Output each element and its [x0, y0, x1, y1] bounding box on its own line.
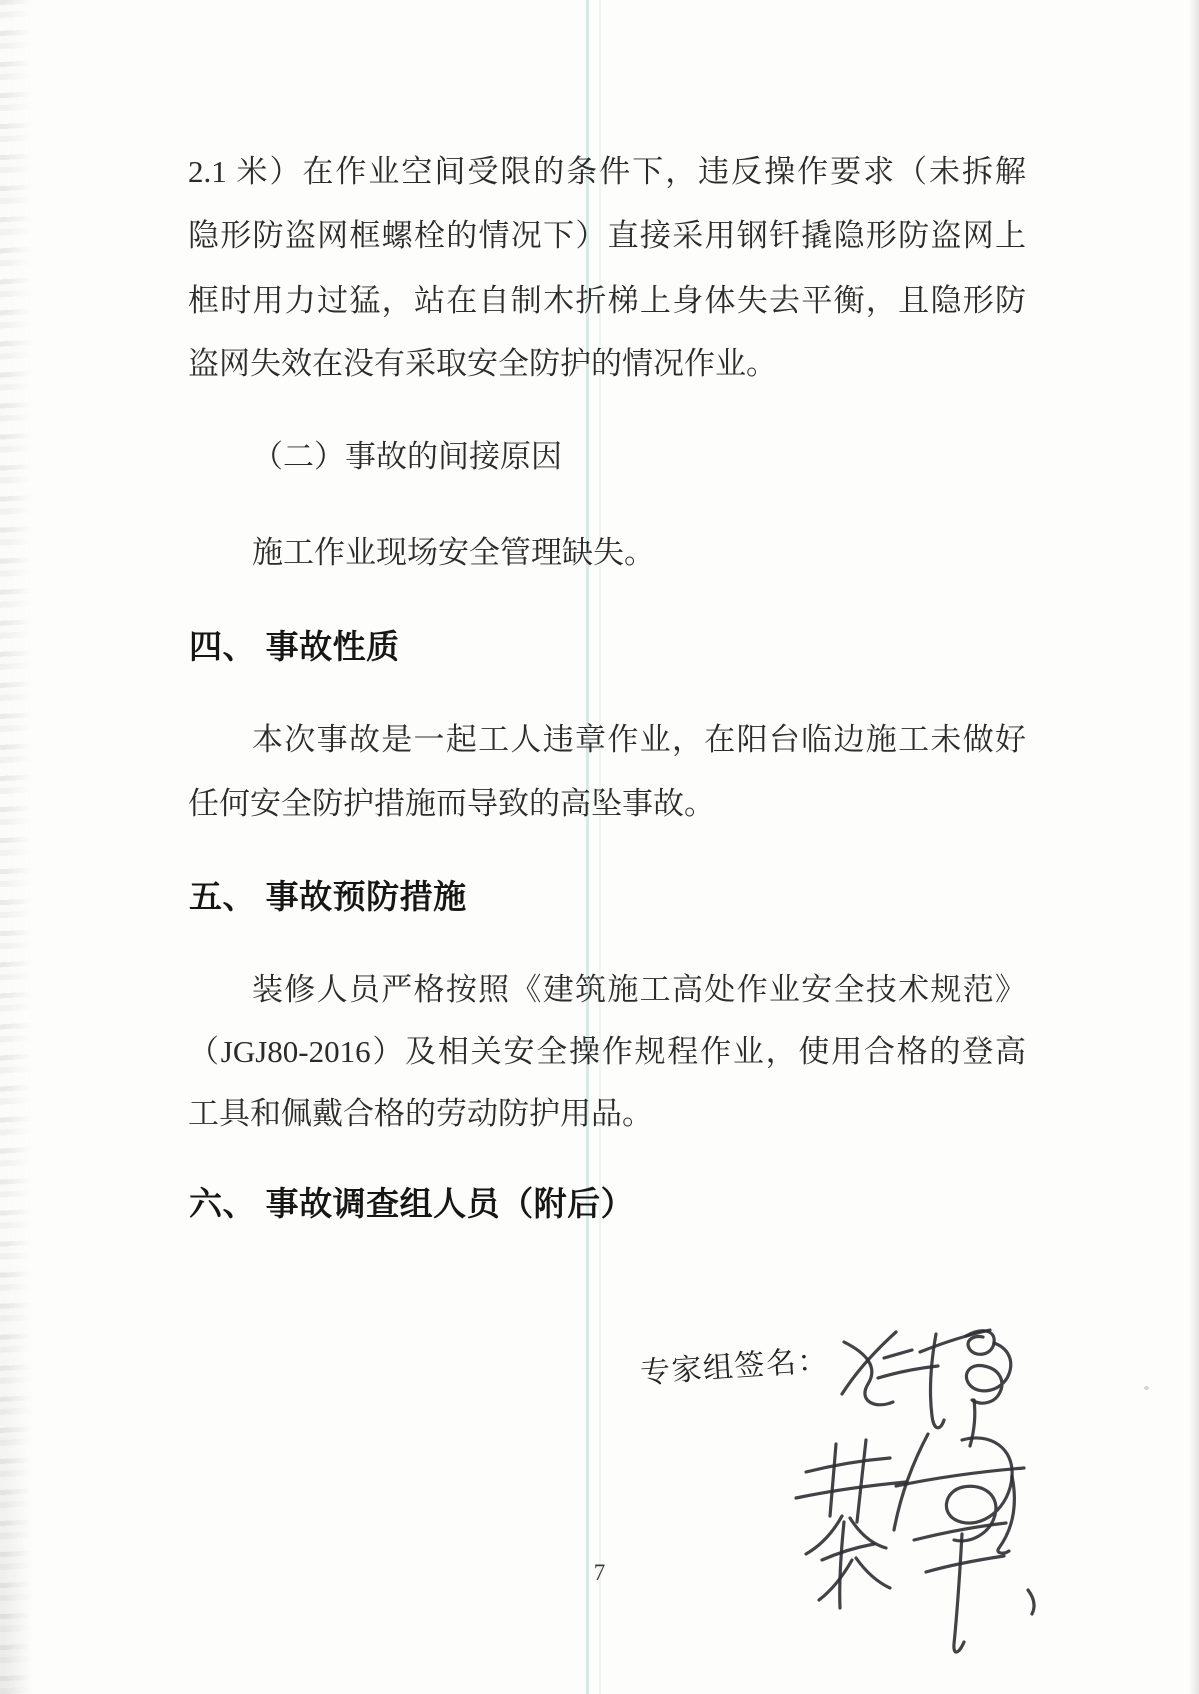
- body-line: （JGJ80-2016）及相关安全操作规程作业，使用合格的登高: [188, 1034, 1026, 1069]
- section-heading-5: 五、 事故预防措施: [189, 878, 467, 915]
- body-line: 任何安全防护措施而导致的高坠事故。: [188, 786, 715, 821]
- subheading-indirect-cause: （二）事故的间接原因: [252, 439, 562, 474]
- scan-edge-artifact-right: [1189, 0, 1199, 1694]
- expert-signature-label: 专家组签名：: [639, 1343, 830, 1390]
- body-line: 隐形防盗网框螺栓的情况下）直接采用钢钎撬隐形防盗网上: [188, 218, 1026, 253]
- body-line: 施工作业现场安全管理缺失。: [252, 535, 655, 570]
- body-line: 盗网失效在没有采取安全防护的情况作业。: [188, 346, 777, 381]
- body-line: 装修人员严格按照《建筑施工高处作业安全技术规范》: [252, 972, 1026, 1007]
- scan-speck: [1144, 1386, 1149, 1390]
- signature-1: [842, 1330, 1011, 1446]
- body-line: 2.1 米）在作业空间受限的条件下，违反操作要求（未拆解: [188, 154, 1026, 189]
- body-line: 工具和佩戴合格的劳动防护用品。: [188, 1096, 653, 1131]
- page-number: 7: [593, 1560, 606, 1585]
- scan-edge-artifact-left: [0, 0, 36, 1694]
- body-line: 框时用力过猛，站在自制木折梯上身体失去平衡，且隐形防: [188, 283, 1026, 318]
- section-heading-6: 六、 事故调查组人员（附后）: [189, 1185, 635, 1222]
- section-heading-4: 四、 事故性质: [189, 628, 400, 665]
- body-line: 本次事故是一起工人违章作业，在阳台临边施工未做好: [252, 722, 1026, 757]
- signature-3: [819, 1522, 1034, 1652]
- signature-2: [796, 1434, 1024, 1554]
